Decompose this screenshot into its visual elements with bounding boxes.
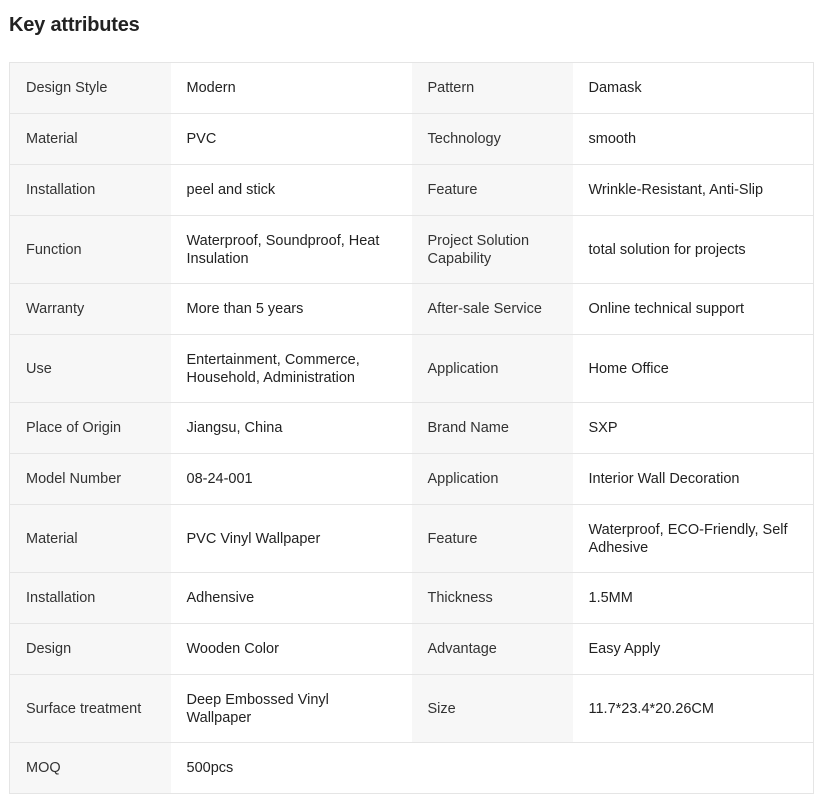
table-row [10, 675, 814, 743]
attribute-name: Advantage [412, 624, 573, 675]
attribute-name: Application [412, 454, 573, 505]
attribute-value: peel and stick [171, 165, 412, 216]
attribute-value: Entertainment, Commerce, Household, Administration [171, 335, 412, 403]
attribute-name: Size [412, 675, 573, 743]
attribute-value: Wrinkle-Resistant, Anti-Slip [573, 165, 814, 216]
attribute-name: Feature [412, 505, 573, 573]
attribute-value: More than 5 years [171, 284, 412, 335]
empty-cell [412, 743, 814, 794]
attribute-value: smooth [573, 114, 814, 165]
attribute-value: Interior Wall Decoration [573, 454, 814, 505]
table-row [10, 403, 814, 454]
attribute-value: Home Office [573, 335, 814, 403]
attribute-value: Wooden Color [171, 624, 412, 675]
attribute-value: Modern [171, 63, 412, 114]
attribute-name: Model Number [10, 454, 171, 505]
attribute-value: Easy Apply [573, 624, 814, 675]
attribute-name: Project Solution Capability [412, 216, 573, 284]
table-row [10, 335, 814, 403]
attribute-name: Design Style [10, 63, 171, 114]
attribute-value: 1.5MM [573, 573, 814, 624]
attribute-name: Feature [412, 165, 573, 216]
attribute-name: Pattern [412, 63, 573, 114]
attribute-name: Installation [10, 573, 171, 624]
attribute-value: Adhensive [171, 573, 412, 624]
attribute-name: After-sale Service [412, 284, 573, 335]
attribute-name: Place of Origin [10, 403, 171, 454]
attribute-value: Waterproof, ECO-Friendly, Self Adhesive [573, 505, 814, 573]
attribute-value: Damask [573, 63, 814, 114]
attribute-name: MOQ [10, 743, 171, 794]
attribute-name: Warranty [10, 284, 171, 335]
table-row [10, 505, 814, 573]
attribute-value: Online technical support [573, 284, 814, 335]
table-row [10, 114, 814, 165]
table-row [10, 624, 814, 675]
key-attributes-table [9, 62, 814, 794]
attribute-value: Deep Embossed Vinyl Wallpaper [171, 675, 412, 743]
table-row [10, 63, 814, 114]
attribute-name: Design [10, 624, 171, 675]
table-row [10, 573, 814, 624]
attribute-name: Material [10, 505, 171, 573]
attribute-name: Function [10, 216, 171, 284]
attribute-name: Brand Name [412, 403, 573, 454]
attribute-name: Application [412, 335, 573, 403]
attribute-value: PVC Vinyl Wallpaper [171, 505, 412, 573]
attribute-value: Waterproof, Soundproof, Heat Insulation [171, 216, 412, 284]
attribute-name: Installation [10, 165, 171, 216]
attribute-name: Material [10, 114, 171, 165]
page-title: Key attributes [9, 14, 140, 36]
attribute-value: PVC [171, 114, 412, 165]
attribute-name: Technology [412, 114, 573, 165]
attribute-value: Jiangsu, China [171, 403, 412, 454]
attribute-name: Surface treatment [10, 675, 171, 743]
table-row [10, 216, 814, 284]
attribute-value: 500pcs [171, 743, 412, 794]
table-row [10, 284, 814, 335]
attribute-value: SXP [573, 403, 814, 454]
table-row [10, 454, 814, 505]
attribute-value: 08-24-001 [171, 454, 412, 505]
table-row [10, 165, 814, 216]
attribute-value: total solution for projects [573, 216, 814, 284]
table-row [10, 743, 814, 794]
attribute-value: 11.7*23.4*20.26CM [573, 675, 814, 743]
attribute-name: Use [10, 335, 171, 403]
attribute-name: Thickness [412, 573, 573, 624]
